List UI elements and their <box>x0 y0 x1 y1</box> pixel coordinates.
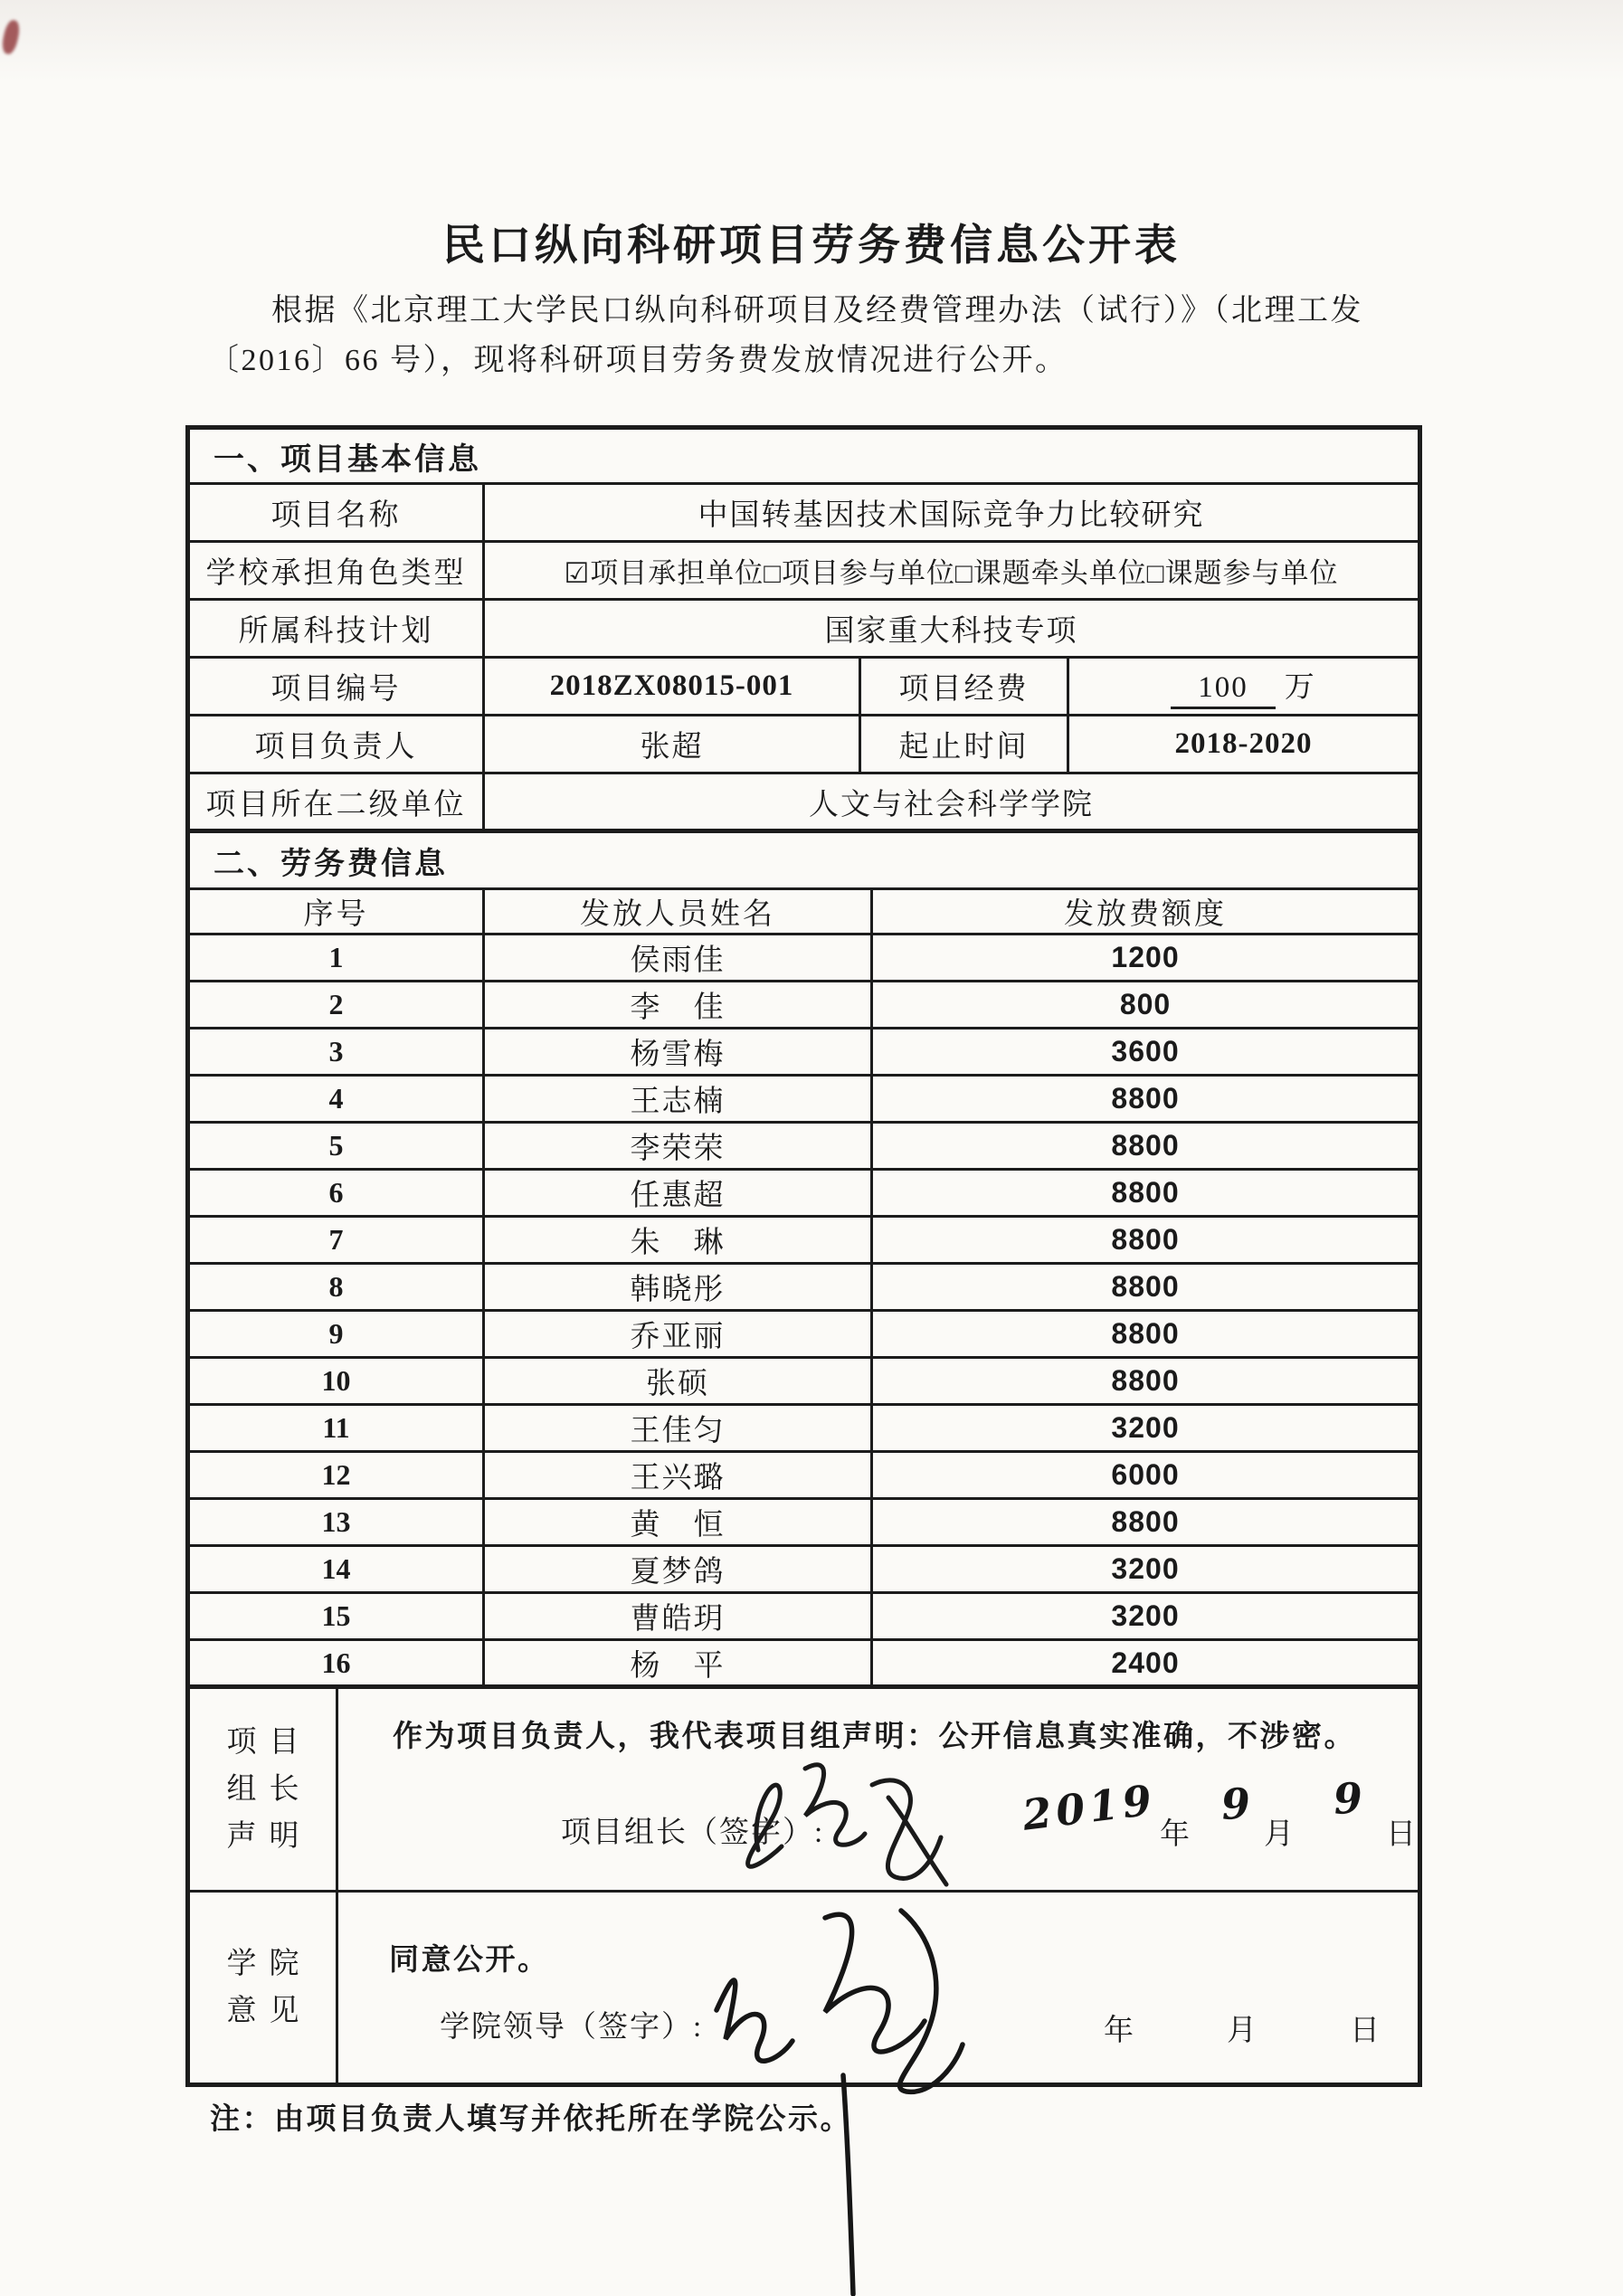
labor-row-name: 李荣荣 <box>484 1123 872 1170</box>
page-title: 民口纵向科研项目劳务费信息公开表 <box>442 221 1181 269</box>
labor-row <box>188 1452 1420 1499</box>
labor-row <box>188 1405 1420 1452</box>
labor-row-amount: 1200 <box>872 935 1420 982</box>
signature-table <box>185 1684 1422 2087</box>
labor-row-name: 王兴璐 <box>484 1452 872 1499</box>
day-char: 日 <box>1386 1818 1416 1851</box>
column-header-amount: 发放费额度 <box>872 889 1420 935</box>
labor-row-no: 7 <box>188 1217 484 1264</box>
labor-row-amount: 3200 <box>872 1405 1420 1452</box>
handwritten-month: 9 <box>1220 1778 1252 1830</box>
period-value: 2018-2020 <box>1068 716 1420 773</box>
opinion-label-line2: 意见 <box>226 1995 312 2027</box>
labor-row-name: 李 佳 <box>484 982 872 1029</box>
labor-row-name: 韩晓彤 <box>484 1264 872 1311</box>
labor-row-no: 3 <box>188 1029 484 1076</box>
labor-row-amount: 8800 <box>872 1264 1420 1311</box>
declaration-label-line1: 项目 <box>226 1726 312 1759</box>
labor-row <box>188 1499 1420 1546</box>
opinion-day-char: 日 <box>1350 2015 1380 2047</box>
labor-row <box>188 1358 1420 1405</box>
labor-row-no: 16 <box>188 1640 484 1687</box>
leader-label: 项目负责人 <box>188 716 484 773</box>
section2-header-row <box>188 831 1420 889</box>
period-label: 起止时间 <box>860 716 1068 773</box>
labor-row-no: 12 <box>188 1452 484 1499</box>
project-leader-signature <box>726 1732 970 1909</box>
section1-title: 一、项目基本信息 <box>188 428 1420 484</box>
number-value: 2018ZX08015-001 <box>484 658 860 716</box>
labor-row-amount: 8800 <box>872 1217 1420 1264</box>
labor-row-amount: 3600 <box>872 1029 1420 1076</box>
number-label: 项目编号 <box>188 658 484 716</box>
labor-row-amount: 6000 <box>872 1452 1420 1499</box>
labor-row <box>188 935 1420 982</box>
labor-row-no: 9 <box>188 1311 484 1358</box>
labor-row-amount: 8800 <box>872 1170 1420 1217</box>
declaration-row <box>188 1687 1420 1892</box>
budget-unit: 万 <box>1284 671 1316 704</box>
labor-row <box>188 1593 1420 1640</box>
labor-row-no: 10 <box>188 1358 484 1405</box>
unit-row <box>188 773 1420 831</box>
opinion-row <box>188 1892 1420 2085</box>
labor-row <box>188 1170 1420 1217</box>
column-header-name: 发放人员姓名 <box>484 889 872 935</box>
labor-row-amount: 8800 <box>872 1358 1420 1405</box>
labor-row <box>188 1640 1420 1687</box>
column-header-no: 序号 <box>188 889 484 935</box>
declaration-label <box>188 1687 337 1892</box>
role-label: 学校承担角色类型 <box>188 542 484 600</box>
plan-value: 国家重大科技专项 <box>484 600 1420 658</box>
unit-label: 项目所在二级单位 <box>188 773 484 831</box>
role-row <box>188 542 1420 600</box>
project-name-row <box>188 484 1420 542</box>
labor-column-header-row <box>188 889 1420 935</box>
labor-row-no: 2 <box>188 982 484 1029</box>
leader-period-row <box>188 716 1420 773</box>
labor-row-amount: 2400 <box>872 1640 1420 1687</box>
labor-row <box>188 1029 1420 1076</box>
labor-row-no: 15 <box>188 1593 484 1640</box>
labor-row-no: 4 <box>188 1076 484 1123</box>
labor-row-name: 乔亚丽 <box>484 1311 872 1358</box>
labor-row <box>188 1076 1420 1123</box>
plan-label: 所属科技计划 <box>188 600 484 658</box>
plan-row <box>188 600 1420 658</box>
labor-row <box>188 1546 1420 1593</box>
budget-label: 项目经费 <box>860 658 1068 716</box>
intro-line-1: 根据《北京理工大学民口纵向科研项目及经费管理办法（试行）》（北理工发 <box>271 294 1363 327</box>
labor-row-name: 曹皓玥 <box>484 1593 872 1640</box>
declaration-label-line3: 声明 <box>226 1820 312 1853</box>
labor-row-amount: 8800 <box>872 1311 1420 1358</box>
labor-row-no: 6 <box>188 1170 484 1217</box>
labor-row-name: 夏梦鸽 <box>484 1546 872 1593</box>
handwritten-year: 2019 <box>1020 1775 1159 1840</box>
section2-title: 二、劳务费信息 <box>188 831 1420 889</box>
opinion-label-line1: 学院 <box>226 1948 312 1980</box>
opinion-content-cell <box>337 1892 1420 2085</box>
role-checkboxes: ☑项目承担单位□项目参与单位□课题牵头单位□课题参与单位 <box>484 542 1420 600</box>
college-leader-signature <box>689 1894 997 2296</box>
opinion-sign-label: 学院领导（签字）: <box>440 2011 704 2044</box>
labor-row-name: 黄 恒 <box>484 1499 872 1546</box>
declaration-label-line2: 组长 <box>226 1773 312 1806</box>
footnote: 注：由项目负责人填写并依托所在学院公示。 <box>210 2103 852 2136</box>
labor-row-amount: 8800 <box>872 1076 1420 1123</box>
opinion-label <box>188 1892 337 2085</box>
labor-row-amount: 800 <box>872 982 1420 1029</box>
labor-row-no: 13 <box>188 1499 484 1546</box>
unit-value: 人文与社会科学学院 <box>484 773 1420 831</box>
labor-row-name: 杨 平 <box>484 1640 872 1687</box>
project-name-value: 中国转基因技术国际竞争力比较研究 <box>484 484 1420 542</box>
year-char: 年 <box>1160 1818 1190 1851</box>
labor-row-name: 王佳匀 <box>484 1405 872 1452</box>
labor-row-amount: 3200 <box>872 1593 1420 1640</box>
labor-row <box>188 1123 1420 1170</box>
labor-row-no: 5 <box>188 1123 484 1170</box>
labor-row-amount: 3200 <box>872 1546 1420 1593</box>
declaration-statement: 作为项目负责人，我代表项目组声明：公开信息真实准确，不涉密。 <box>393 1721 1356 1753</box>
opinion-statement: 同意公开。 <box>389 1944 550 1977</box>
opinion-month-char: 月 <box>1227 2015 1257 2047</box>
labor-table-body <box>188 935 1420 1687</box>
handwritten-day: 9 <box>1332 1772 1364 1825</box>
budget-value-cell <box>1068 658 1420 716</box>
declaration-content-cell <box>337 1687 1420 1892</box>
labor-row-name: 王志楠 <box>484 1076 872 1123</box>
labor-row-amount: 8800 <box>872 1123 1420 1170</box>
form-table <box>185 425 1418 2087</box>
corner-ink-mark <box>0 19 22 55</box>
leader-value: 张超 <box>484 716 860 773</box>
section1-header-row <box>188 428 1420 484</box>
budget-amount: 100 <box>1171 671 1276 709</box>
labor-row-name: 侯雨佳 <box>484 935 872 982</box>
labor-row-name: 朱 琳 <box>484 1217 872 1264</box>
labor-row <box>188 1264 1420 1311</box>
number-budget-row <box>188 658 1420 716</box>
month-char: 月 <box>1264 1818 1294 1851</box>
intro-line-2: 〔2016〕66 号），现将科研项目劳务费发放情况进行公开。 <box>208 344 1068 377</box>
labor-row <box>188 982 1420 1029</box>
labor-row-name: 任惠超 <box>484 1170 872 1217</box>
labor-row-no: 8 <box>188 1264 484 1311</box>
intro-paragraph <box>208 286 1429 385</box>
labor-row <box>188 1311 1420 1358</box>
labor-row-name: 杨雪梅 <box>484 1029 872 1076</box>
labor-row-name: 张硕 <box>484 1358 872 1405</box>
opinion-year-char: 年 <box>1104 2015 1134 2047</box>
labor-row-no: 1 <box>188 935 484 982</box>
basic-info-table <box>185 425 1422 833</box>
labor-info-table <box>185 829 1422 1689</box>
project-name-label: 项目名称 <box>188 484 484 542</box>
labor-row-no: 11 <box>188 1405 484 1452</box>
labor-row-amount: 8800 <box>872 1499 1420 1546</box>
labor-row-no: 14 <box>188 1546 484 1593</box>
labor-row <box>188 1217 1420 1264</box>
declaration-sign-label: 项目组长（签字）: <box>561 1817 825 1849</box>
